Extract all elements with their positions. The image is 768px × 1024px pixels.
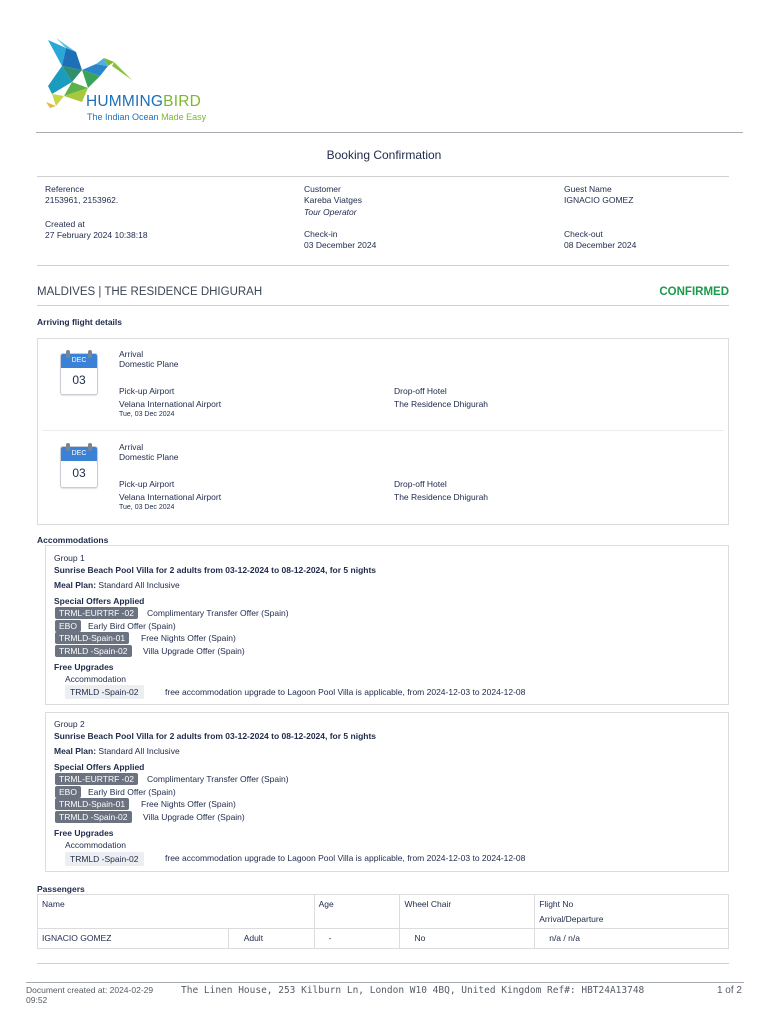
upgrade-code-badge: TRMLD -Spain-02 (65, 852, 144, 866)
pickup-label: Pick-up Airport (119, 479, 175, 489)
footer-created-line2: 09:52 (26, 995, 48, 1005)
reference-label: Reference (45, 184, 85, 194)
passenger-flight: n/a / n/a (535, 929, 729, 949)
created-label: Created at (45, 219, 85, 229)
passenger-type: Adult (228, 929, 314, 949)
footer-address: The Linen House, 253 Kilburn Ln, London W10 4BQ, United Kingdom Ref#: HBT24A13748 (181, 985, 645, 996)
offer-code-badge: TRMLD -Spain-02 (55, 811, 132, 823)
header-flight-no: Flight No (539, 899, 574, 909)
dropoff-value: The Residence Dhigurah (394, 492, 489, 502)
passenger-age: - (314, 929, 400, 949)
upgrade-type: Accommodation (65, 840, 126, 850)
header-wheelchair: Wheel Chair (400, 895, 535, 929)
offers-title: Special Offers Applied (54, 762, 145, 772)
accommodations-title: Accommodations (37, 535, 109, 545)
customer-value: Kareba Viatges (304, 195, 362, 205)
reference-value: 2153961, 2153962. (45, 195, 119, 205)
offer-desc: Early Bird Offer (Spain) (88, 787, 176, 797)
passengers-table (37, 894, 729, 949)
upgrade-desc: free accommodation upgrade to Lagoon Pool Villa is applicable, from 2024-12-03 to 2024-12-08 (165, 853, 526, 863)
dropoff-label: Drop-off Hotel (394, 386, 447, 396)
dropoff-value: The Residence Dhigurah (394, 399, 489, 409)
dropoff-label: Drop-off Hotel (394, 479, 447, 489)
offer-desc: Free Nights Offer (Spain) (141, 633, 236, 643)
info-divider (37, 265, 729, 266)
checkout-value: 08 December 2024 (564, 240, 637, 250)
customer-label: Customer (304, 184, 341, 194)
pickup-label: Pick-up Airport (119, 386, 175, 396)
calendar-day: 03 (72, 466, 86, 480)
offers-title: Special Offers Applied (54, 596, 145, 606)
offer-desc: Early Bird Offer (Spain) (88, 621, 176, 631)
footer-page-number: 1 of 2 (716, 985, 742, 996)
footer-created-line1: Document created at: 2024-02-29 (26, 985, 154, 995)
upgrades-title: Free Upgrades (54, 828, 114, 838)
calendar-month: DEC (61, 447, 97, 461)
header-flight-sub: Arrival/Departure (539, 914, 604, 924)
meal-plan-value: Standard All Inclusive (96, 746, 180, 756)
pickup-date: Tue, 03 Dec 2024 (119, 504, 175, 511)
passenger-wheelchair: No (400, 929, 535, 949)
calendar-month: DEC (61, 354, 97, 368)
calendar-day: 03 (72, 373, 86, 387)
guest-label: Guest Name (564, 184, 612, 194)
title-divider (37, 176, 729, 177)
group-title: Group 1 (54, 553, 85, 563)
logo-tagline-part2: Made Easy (161, 112, 207, 122)
page-title: Booking Confirmation (326, 148, 442, 162)
logo-tagline-part1: The Indian Ocean (87, 112, 162, 122)
flight-direction: Arrival (119, 442, 144, 452)
passengers-title: Passengers (37, 884, 85, 894)
header-divider (36, 132, 743, 133)
flights-title: Arriving flight details (37, 317, 123, 327)
offer-code-badge: TRML-EURTRF -02 (55, 773, 138, 785)
booking-status-badge: CONFIRMED (659, 286, 729, 298)
hotel-name: MALDIVES | THE RESIDENCE DHIGURAH (37, 286, 263, 298)
offer-desc: Complimentary Transfer Offer (Spain) (147, 774, 289, 784)
customer-type: Tour Operator (304, 207, 357, 217)
pickup-value: Velana International Airport (119, 399, 222, 409)
passenger-name: IGNACIO GOMEZ (38, 929, 229, 949)
created-value: 27 February 2024 10:38:18 (45, 230, 148, 240)
upgrade-code-badge: TRMLD -Spain-02 (65, 685, 144, 699)
offer-code-badge: TRMLD-Spain-01 (55, 632, 129, 644)
footer-created (26, 985, 153, 1005)
checkout-label: Check-out (564, 229, 603, 239)
header-flight (535, 895, 729, 929)
pickup-value: Velana International Airport (119, 492, 222, 502)
checkin-value: 03 December 2024 (304, 240, 377, 250)
upgrade-type: Accommodation (65, 674, 126, 684)
offer-code-badge: TRMLD-Spain-01 (55, 798, 129, 810)
flight-type: Domestic Plane (119, 452, 179, 462)
group-title: Group 2 (54, 719, 85, 729)
flight-divider (42, 430, 724, 431)
upgrades-title: Free Upgrades (54, 662, 114, 672)
group-room: Sunrise Beach Pool Villa for 2 adults from 03-12-2024 to 08-12-2024, for 5 nights (54, 565, 377, 575)
offer-desc: Villa Upgrade Offer (Spain) (143, 812, 245, 822)
meal-plan-label: Meal Plan: (54, 746, 97, 756)
offer-desc: Free Nights Offer (Spain) (141, 799, 236, 809)
calendar-icon (60, 446, 98, 488)
logo-name-part1: HUMMING (86, 93, 164, 110)
footer-divider (26, 982, 744, 983)
header-name: Name (38, 895, 315, 929)
meal-plan-value: Standard All Inclusive (96, 580, 180, 590)
logo (40, 36, 220, 126)
flight-direction: Arrival (119, 349, 144, 359)
meal-plan-label: Meal Plan: (54, 580, 97, 590)
offer-code-badge: TRML-EURTRF -02 (55, 607, 138, 619)
flight-type: Domestic Plane (119, 359, 179, 369)
checkin-label: Check-in (304, 229, 338, 239)
offer-desc: Complimentary Transfer Offer (Spain) (147, 608, 289, 618)
upgrade-desc: free accommodation upgrade to Lagoon Pool Villa is applicable, from 2024-12-03 to 2024-12-08 (165, 687, 526, 697)
pickup-date: Tue, 03 Dec 2024 (119, 411, 175, 418)
calendar-icon (60, 353, 98, 395)
hotel-divider (37, 305, 729, 306)
guest-value: IGNACIO GOMEZ (564, 195, 634, 205)
passengers-divider (37, 963, 729, 964)
offer-code-badge: TRMLD -Spain-02 (55, 645, 132, 657)
offer-desc: Villa Upgrade Offer (Spain) (143, 646, 245, 656)
offer-code-badge: EBO (55, 620, 81, 632)
group-room: Sunrise Beach Pool Villa for 2 adults from 03-12-2024 to 08-12-2024, for 5 nights (54, 731, 377, 741)
offer-code-badge: EBO (55, 786, 81, 798)
logo-name-part2: BIRD (163, 93, 202, 110)
table-header-row (38, 895, 729, 929)
header-age: Age (314, 895, 400, 929)
table-row (38, 929, 729, 949)
